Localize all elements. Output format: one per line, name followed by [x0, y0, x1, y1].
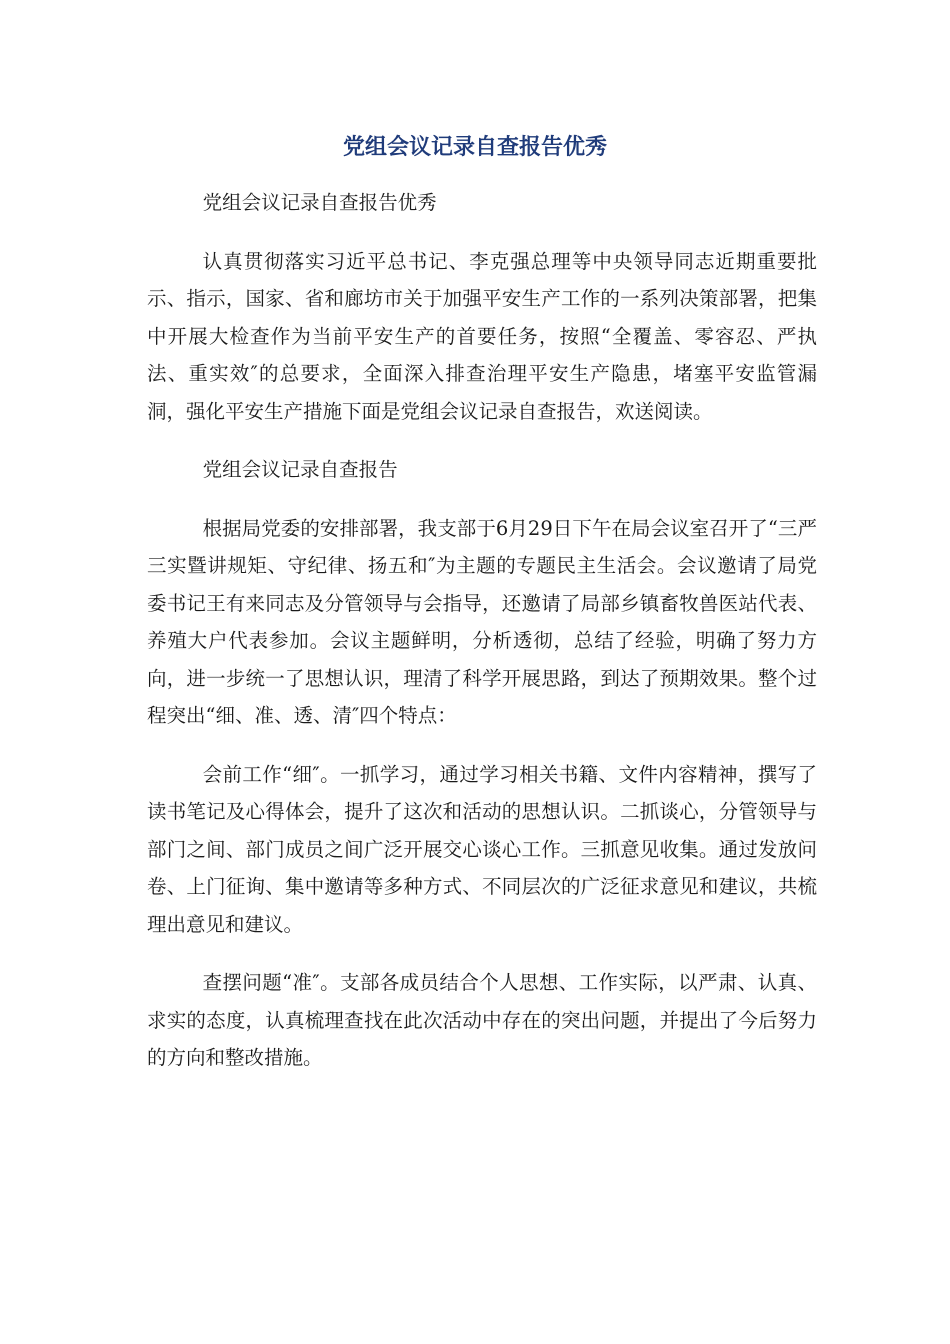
document-title: 党组会议记录自查报告优秀	[342, 135, 607, 160]
meeting-summary-paragraph: 根据局党委的安排部署，我支部于6月29日下午在局会议室召开了“三严三实暨讲规矩、守纪律、扬五和″为主题的专题民主生活会。会议邀请了局党委书记王有来同志及分管领导与会指导，还邀请了局部乡镇畜牧兽医站代表、养殖大户代表参加。会议主题鲜明，分析透彻，总结了经验，明确了努力方向，进一步统一了思想认识，理清了科学开展思路，到达了预期效果。整个过程突出“细、准、透、清″四个特点：	[147, 516, 817, 727]
subtitle-paragraph: 党组会议记录自查报告优秀	[202, 191, 437, 214]
document-body	[147, 184, 817, 1098]
intro-paragraph: 认真贯彻落实习近平总书记、李克强总理等中央领导同志近期重要批示、指示，国家、省和廊坊市关于加强平安生产工作的一系列决策部署，把集中开展大检查作为当前平安生产的首要任务，按照“全覆盖、零容忍、严执法、重实效″的总要求，全面深入排查治理平安生产隐患，堵塞平安监管漏洞，强化平安生产措施下面是党组会议记录自查报告，欢送阅读。	[147, 249, 817, 423]
report-heading-paragraph: 党组会议记录自查报告	[202, 458, 398, 481]
problem-finding-paragraph: 查摆问题“准″。支部各成员结合个人思想、工作实际，以严肃、认真、求实的态度，认真梳理查找在此次活动中存在的突出问题，并提出了今后努力的方向和整改措施。	[147, 971, 817, 1069]
preparation-paragraph: 会前工作“细″。一抓学习，通过学习相关书籍、文件内容精神，撰写了读书笔记及心得体会，提升了这次和活动的思想认识。二抓谈心，分管领导与部门之间、部门成员之间广泛开展交心谈心工作。三抓意见收集。通过发放问卷、上门征询、集中邀请等多种方式、不同层次的广泛征求意见和建议，共梳理出意见和建议。	[147, 762, 817, 936]
